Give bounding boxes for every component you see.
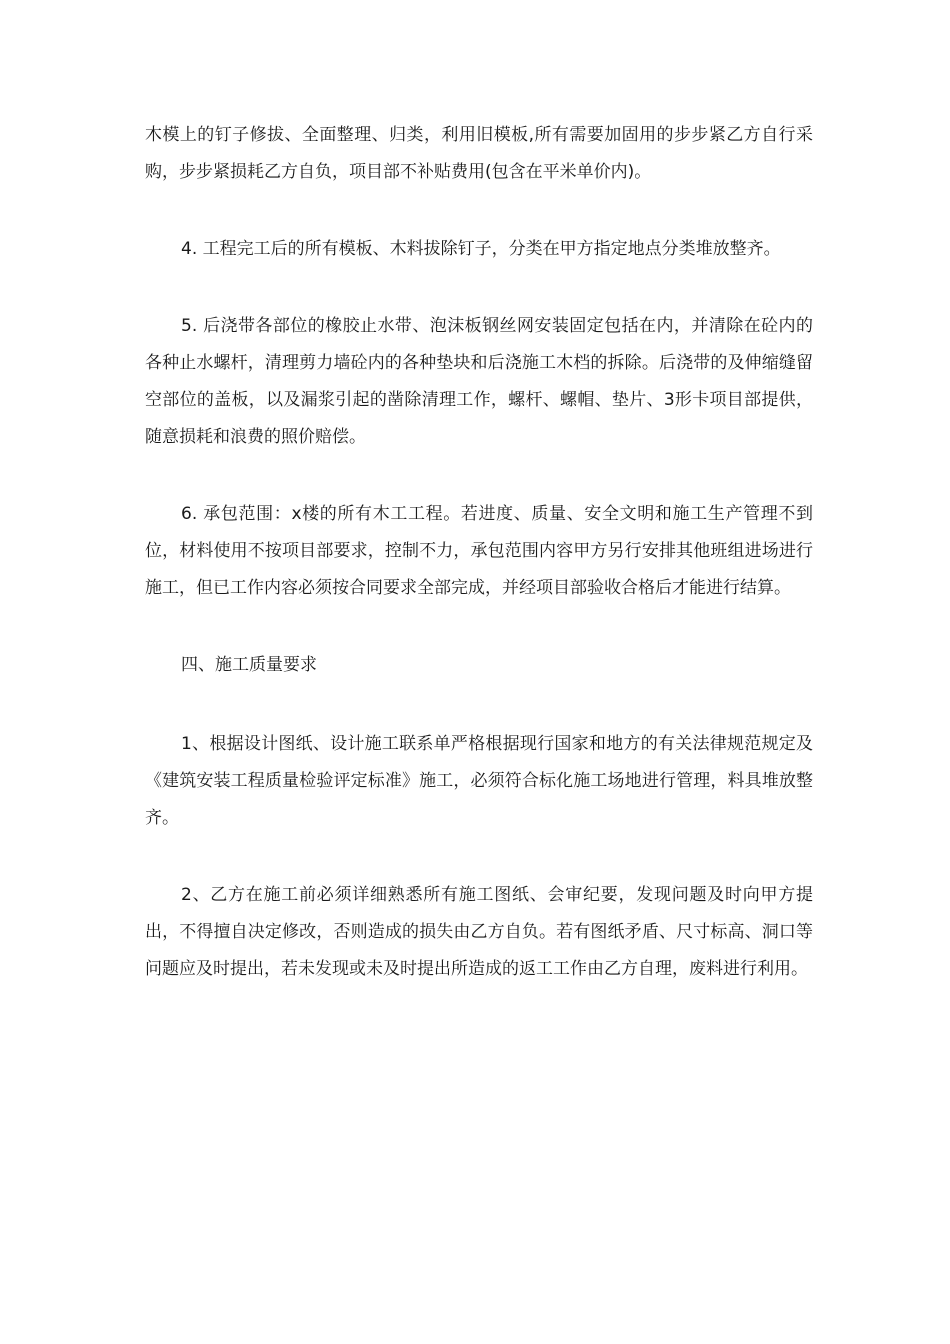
- paragraph-quality-1: 1、根据设计图纸、设计施工联系单严格根据现行国家和地方的有关法律规范规定及《建筑安装工程质量检验评定标准》施工，必须符合标化施工场地进行管理，料具堆放整齐。: [145, 734, 813, 828]
- paragraph-formwork-nails: 木模上的钉子修拔、全面整理、归类，利用旧模板,所有需要加固用的步步紧乙方自行采购，步步紧损耗乙方自负，项目部不补贴费用(包含在平米单价内)。: [145, 125, 813, 182]
- paragraph-quality-2: 2、乙方在施工前必须详细熟悉所有施工图纸、会审纪要，发现问题及时向甲方提出，不得擅自决定修改，否则造成的损失由乙方自负。若有图纸矛盾、尺寸标高、洞口等问题应及时提出，若未发现或未及时提出所造成的返工工作由乙方自理，废料进行利用。: [145, 885, 813, 979]
- section-heading-quality: 四、施工质量要求: [181, 655, 317, 675]
- paragraph-item-4: 4. 工程完工后的所有模板、木料拔除钉子，分类在甲方指定地点分类堆放整齐。: [181, 239, 781, 259]
- paragraph-item-6: 6. 承包范围：x楼的所有木工工程。若进度、质量、安全文明和施工生产管理不到位，材料使用不按项目部要求，控制不力，承包范围内容甲方另行安排其他班组进场进行施工，但已工作内容必须按合同要求全部完成，并经项目部验收合格后才能进行结算。: [145, 504, 813, 598]
- paragraph-item-5: 5. 后浇带各部位的橡胶止水带、泡沫板钢丝网安装固定包括在内，并清除在砼内的各种止水螺杆，清理剪力墙砼内的各种垫块和后浇施工木档的拆除。后浇带的及伸缩缝留空部位的盖板，以及漏浆引起的凿除清理工作，螺杆、螺帽、垫片、3形卡项目部提供，随意损耗和浪费的照价赔偿。: [145, 316, 813, 447]
- document-body: [145, 117, 813, 1028]
